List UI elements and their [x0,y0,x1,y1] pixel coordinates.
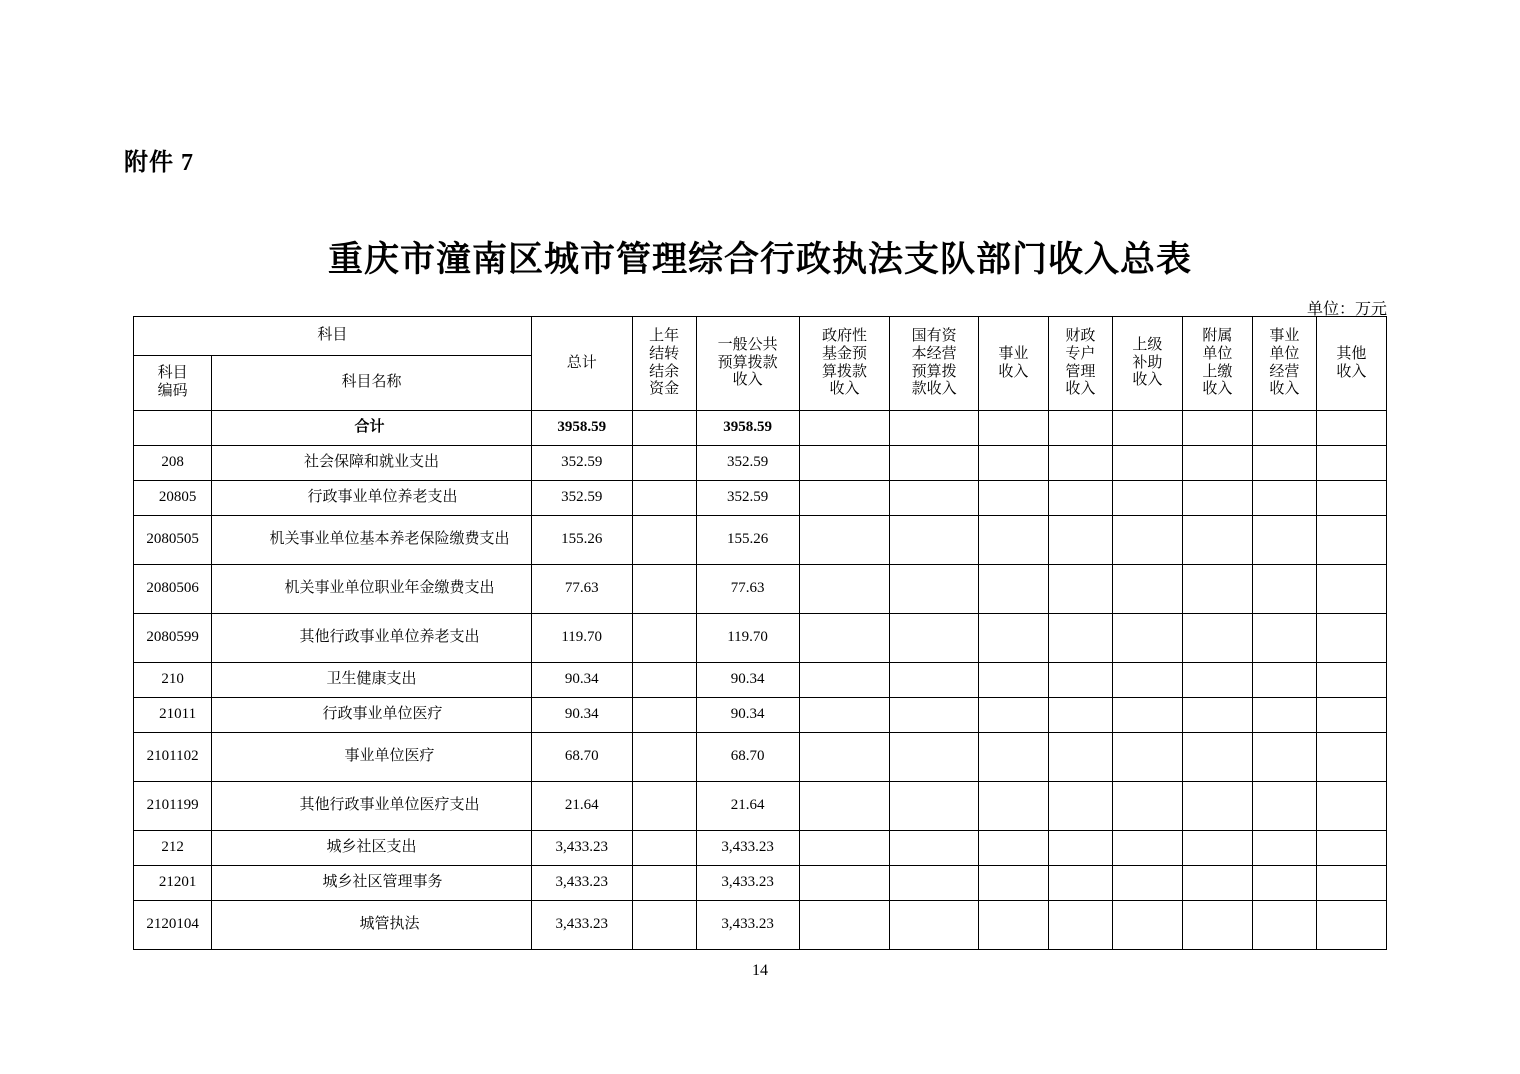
cell-other [1316,411,1386,446]
cell-fiscal-account [1048,446,1112,481]
header-col-upper-line1: 上级 [1132,336,1163,353]
header-col-fiscal-account [1048,317,1112,411]
header-col-gov-line3: 算拨款 [821,363,867,380]
cell-gov-fund [799,901,890,950]
header-col-unitop-line4: 收入 [1269,381,1300,398]
cell-subordinate [1182,565,1252,614]
cell-subject-code: 2080506 [134,565,212,614]
cell-upper-subsidy [1112,516,1182,565]
header-col-state-line1: 国有资 [911,328,957,345]
cell-career [978,565,1048,614]
cell-other [1316,446,1386,481]
table-header [134,317,1387,411]
header-col-gov-line1: 政府性 [821,328,867,345]
cell-upper-subsidy [1112,565,1182,614]
cell-carryover [632,411,696,446]
cell-subordinate [1182,481,1252,516]
header-col-carryover-line4: 资金 [649,381,680,398]
header-col-fiscal-line4: 收入 [1065,381,1096,398]
cell-subordinate [1182,663,1252,698]
header-col-fiscal-line2: 专户 [1065,345,1096,362]
cell-subject-name: 卫生健康支出 [212,663,531,698]
header-col-other-line2: 收入 [1336,363,1367,380]
cell-subject-name: 社会保障和就业支出 [212,446,531,481]
cell-state-capital [890,901,979,950]
header-col-sub-line3: 上缴 [1202,363,1233,380]
cell-other [1316,516,1386,565]
cell-career [978,481,1048,516]
header-col-general-line2: 预算拨款 [717,354,778,371]
cell-general: 119.70 [696,614,799,663]
cell-subject-code: 210 [134,663,212,698]
cell-subordinate [1182,614,1252,663]
header-col-upper-line2: 补助 [1132,354,1163,371]
header-col-general-line3: 收入 [732,372,763,389]
cell-subject-name: 机关事业单位职业年金缴费支出 [212,565,531,614]
table-row [134,481,1387,516]
cell-other [1316,866,1386,901]
cell-general: 90.34 [696,698,799,733]
header-col-subordinate [1182,317,1252,411]
header-col-upper-line3: 收入 [1132,372,1163,389]
header-col-gov-line4: 收入 [829,381,860,398]
header-col-other-line1: 其他 [1336,345,1367,362]
table-row [134,446,1387,481]
cell-career [978,831,1048,866]
cell-general: 3958.59 [696,411,799,446]
cell-carryover [632,901,696,950]
header-col-total: 总计 [531,317,632,411]
cell-subject-code: 212 [134,831,212,866]
header-col-unitop-line3: 经营 [1269,363,1300,380]
cell-subordinate [1182,782,1252,831]
header-col-carryover [632,317,696,411]
cell-career [978,733,1048,782]
cell-subject-code: 21201 [134,866,212,901]
cell-subject-name: 事业单位医疗 [212,733,531,782]
cell-unit-operation [1252,614,1316,663]
cell-other [1316,663,1386,698]
cell-subject-name: 城管执法 [212,901,531,950]
cell-other [1316,565,1386,614]
header-col-state-line4: 款收入 [911,381,957,398]
cell-upper-subsidy [1112,831,1182,866]
cell-fiscal-account [1048,901,1112,950]
cell-gov-fund [799,866,890,901]
cell-general: 68.70 [696,733,799,782]
header-col-career-income [978,317,1048,411]
header-col-fiscal-line3: 管理 [1065,363,1096,380]
header-col-sub-line4: 收入 [1202,381,1233,398]
cell-subordinate [1182,901,1252,950]
cell-fiscal-account [1048,733,1112,782]
cell-subject-code: 2101102 [134,733,212,782]
header-col-code [134,356,212,411]
header-col-unitop-line1: 事业 [1269,328,1300,345]
cell-gov-fund [799,446,890,481]
cell-subject-code: 20805 [134,481,212,516]
cell-carryover [632,698,696,733]
cell-gov-fund [799,663,890,698]
cell-unit-operation [1252,901,1316,950]
page-number: 14 [752,962,768,979]
cell-upper-subsidy [1112,663,1182,698]
cell-carryover [632,831,696,866]
cell-subject-code: 208 [134,446,212,481]
cell-career [978,411,1048,446]
cell-fiscal-account [1048,565,1112,614]
header-col-other-income [1316,317,1386,411]
page-title: 重庆市潼南区城市管理综合行政执法支队部门收入总表 [327,240,1192,279]
cell-upper-subsidy [1112,901,1182,950]
cell-upper-subsidy [1112,866,1182,901]
cell-gov-fund [799,481,890,516]
cell-subject-name: 行政事业单位医疗 [212,698,531,733]
cell-total: 3,433.23 [531,866,632,901]
cell-fiscal-account [1048,481,1112,516]
cell-gov-fund [799,733,890,782]
cell-other [1316,733,1386,782]
cell-unit-operation [1252,481,1316,516]
table-row [134,663,1387,698]
cell-career [978,782,1048,831]
cell-total: 352.59 [531,446,632,481]
table-row [134,698,1387,733]
cell-unit-operation [1252,446,1316,481]
cell-subject-code: 21011 [134,698,212,733]
cell-total: 3,433.23 [531,831,632,866]
cell-unit-operation [1252,663,1316,698]
cell-subject-name: 其他行政事业单位医疗支出 [212,782,531,831]
cell-state-capital [890,614,979,663]
cell-fiscal-account [1048,516,1112,565]
header-col-sub-line2: 单位 [1202,345,1233,362]
header-row-top [134,317,1387,356]
header-col-code-line1: 科目 [157,365,188,382]
cell-total: 3958.59 [531,411,632,446]
cell-career [978,663,1048,698]
cell-total: 352.59 [531,481,632,516]
cell-unit-operation [1252,516,1316,565]
cell-state-capital [890,698,979,733]
cell-upper-subsidy [1112,614,1182,663]
table-row [134,516,1387,565]
cell-carryover [632,782,696,831]
cell-total: 155.26 [531,516,632,565]
header-col-carryover-line2: 结转 [649,345,680,362]
cell-other [1316,901,1386,950]
cell-unit-operation [1252,831,1316,866]
unit-note: 单位：万元 [1306,301,1387,318]
cell-subject-name: 其他行政事业单位养老支出 [212,614,531,663]
cell-subject-name: 城乡社区支出 [212,831,531,866]
cell-gov-fund [799,782,890,831]
cell-upper-subsidy [1112,733,1182,782]
cell-state-capital [890,516,979,565]
cell-subordinate [1182,516,1252,565]
header-col-career-line2: 收入 [998,363,1029,380]
header-col-sub-line1: 附属 [1202,328,1233,345]
header-col-fiscal-line1: 财政 [1065,328,1096,345]
cell-subordinate [1182,733,1252,782]
cell-unit-operation [1252,411,1316,446]
cell-subordinate [1182,831,1252,866]
cell-subject-code: 2080505 [134,516,212,565]
cell-upper-subsidy [1112,411,1182,446]
header-col-career-line1: 事业 [998,345,1029,362]
cell-general: 21.64 [696,782,799,831]
cell-subject-name: 合计 [212,411,531,446]
cell-other [1316,614,1386,663]
table-row [134,614,1387,663]
cell-state-capital [890,481,979,516]
table-body [134,411,1387,950]
cell-general: 155.26 [696,516,799,565]
cell-subject-name: 城乡社区管理事务 [212,866,531,901]
cell-state-capital [890,663,979,698]
header-col-gov-fund [799,317,890,411]
cell-gov-fund [799,411,890,446]
header-col-general-line1: 一般公共 [717,336,778,353]
cell-other [1316,481,1386,516]
header-col-gov-line2: 基金预 [821,345,867,362]
cell-carryover [632,446,696,481]
header-col-code-line2: 编码 [157,383,188,399]
table-row [134,866,1387,901]
cell-state-capital [890,866,979,901]
table-row [134,831,1387,866]
cell-subject-code [134,411,212,446]
cell-total: 90.34 [531,663,632,698]
cell-gov-fund [799,831,890,866]
cell-upper-subsidy [1112,446,1182,481]
cell-gov-fund [799,565,890,614]
cell-carryover [632,663,696,698]
cell-general: 3,433.23 [696,831,799,866]
cell-unit-operation [1252,733,1316,782]
cell-fiscal-account [1048,614,1112,663]
header-col-carryover-line1: 上年 [649,328,680,345]
cell-subject-name: 机关事业单位基本养老保险缴费支出 [212,516,531,565]
header-col-unitop-line2: 单位 [1269,345,1300,362]
table-row [134,901,1387,950]
cell-subordinate [1182,698,1252,733]
table-row [134,565,1387,614]
cell-general: 3,433.23 [696,901,799,950]
cell-total: 119.70 [531,614,632,663]
cell-upper-subsidy [1112,698,1182,733]
budget-income-table [133,316,1387,950]
cell-state-capital [890,565,979,614]
cell-fiscal-account [1048,698,1112,733]
header-col-carryover-line3: 结余 [649,363,680,380]
cell-total: 3,433.23 [531,901,632,950]
cell-state-capital [890,411,979,446]
cell-total: 68.70 [531,733,632,782]
cell-fiscal-account [1048,411,1112,446]
cell-unit-operation [1252,698,1316,733]
cell-fiscal-account [1048,782,1112,831]
cell-subject-name: 行政事业单位养老支出 [212,481,531,516]
cell-fiscal-account [1048,831,1112,866]
cell-gov-fund [799,516,890,565]
attachment-label: 附件 7 [124,150,194,176]
cell-carryover [632,733,696,782]
cell-gov-fund [799,698,890,733]
header-col-state-line2: 本经营 [911,345,957,362]
cell-career [978,516,1048,565]
cell-subordinate [1182,411,1252,446]
cell-unit-operation [1252,565,1316,614]
header-subject-group: 科目 [134,317,532,356]
header-col-state-line3: 预算拨 [911,363,957,380]
table-row [134,782,1387,831]
header-col-upper-subsidy [1112,317,1182,411]
cell-carryover [632,481,696,516]
cell-state-capital [890,831,979,866]
cell-general: 77.63 [696,565,799,614]
cell-career [978,446,1048,481]
cell-other [1316,698,1386,733]
cell-carryover [632,866,696,901]
cell-carryover [632,516,696,565]
table-row [134,733,1387,782]
cell-subject-code: 2101199 [134,782,212,831]
cell-upper-subsidy [1112,481,1182,516]
cell-general: 90.34 [696,663,799,698]
cell-other [1316,782,1386,831]
cell-upper-subsidy [1112,782,1182,831]
cell-state-capital [890,446,979,481]
cell-carryover [632,565,696,614]
cell-carryover [632,614,696,663]
cell-general: 352.59 [696,446,799,481]
cell-total: 90.34 [531,698,632,733]
cell-general: 3,433.23 [696,866,799,901]
cell-total: 21.64 [531,782,632,831]
cell-subordinate [1182,446,1252,481]
table-row [134,411,1387,446]
cell-gov-fund [799,614,890,663]
cell-unit-operation [1252,866,1316,901]
cell-state-capital [890,782,979,831]
cell-career [978,866,1048,901]
cell-fiscal-account [1048,866,1112,901]
header-col-name: 科目名称 [212,356,531,411]
cell-unit-operation [1252,782,1316,831]
cell-total: 77.63 [531,565,632,614]
cell-career [978,614,1048,663]
cell-subject-code: 2080599 [134,614,212,663]
cell-career [978,698,1048,733]
cell-career [978,901,1048,950]
header-col-state-capital [890,317,979,411]
cell-subject-code: 2120104 [134,901,212,950]
cell-general: 352.59 [696,481,799,516]
cell-state-capital [890,733,979,782]
header-col-general-budget [696,317,799,411]
header-col-unit-operation [1252,317,1316,411]
cell-fiscal-account [1048,663,1112,698]
cell-other [1316,831,1386,866]
cell-subordinate [1182,866,1252,901]
